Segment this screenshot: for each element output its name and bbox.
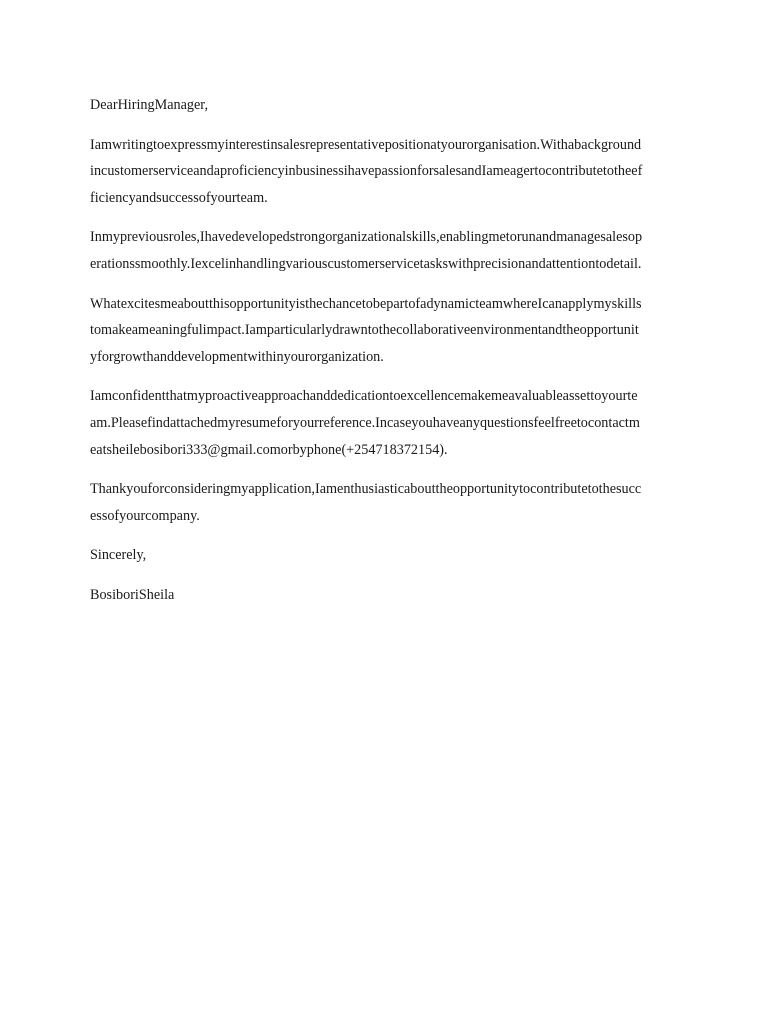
signature-name: BosiboriSheila <box>90 586 175 603</box>
paragraph-line: yforgrowthanddevelopmentwithinyourorganization. <box>90 348 384 365</box>
paragraph-line: essofyourcompany. <box>90 507 200 524</box>
paragraph-line: WhatexcitesmeaboutthisopportunityisthechancetobepartofadynamicteamwhereIcanapplymyskills <box>90 295 642 312</box>
paragraph-line: am.Pleasefindattachedmyresumeforyourreference.Incaseyouhaveanyquestionsfeelfreetocontactm <box>90 414 640 431</box>
paragraph-experience <box>90 224 678 277</box>
paragraph-intro <box>90 132 678 212</box>
cover-letter <box>90 92 678 622</box>
closing-text: Sincerely, <box>90 547 147 564</box>
paragraph-contact <box>90 383 678 463</box>
paragraph-line: Inmypreviousroles,Ihavedevelopedstrongorganizationalskills,enablingmetorunandmanagesalesop <box>90 229 643 246</box>
paragraph-line: incustomerserviceandaproficiencyinbusinessihavepassionforsalesandIameagertocontributetotheef <box>90 163 643 180</box>
signature <box>90 582 678 609</box>
paragraph-line: Thankyouforconsideringmyapplication,Iamenthusiasticabouttheopportunitytocontributetothesucc <box>90 481 642 498</box>
paragraph-line: Iamwritingtoexpressmyinterestinsalesrepresentativepositionatyourorganisation.Withabackground <box>90 136 642 153</box>
paragraph-motivation <box>90 291 678 371</box>
paragraph-line: Iamconfidentthatmyproactiveapproachanddedicationtoexcellencemakemeavaluableassettoyourte <box>90 388 638 405</box>
paragraph-line: eatsheilebosibori333@gmail.comorbyphone(+254718372154). <box>90 441 448 458</box>
paragraph-line: erationssmoothly.Iexcelinhandlingvariouscustomerservicetaskswithprecisionandattentiontodetail. <box>90 255 642 272</box>
paragraph-line: ficiencyandsuccessofyourteam. <box>90 189 268 206</box>
salutation <box>90 92 678 119</box>
closing <box>90 542 678 569</box>
salutation-text: DearHiringManager, <box>90 97 209 113</box>
paragraph-thanks <box>90 476 678 529</box>
paragraph-line: tomakeameaningfulimpact.Iamparticularlydrawntothecollaborativeenvironmentandtheopportunit <box>90 322 639 339</box>
